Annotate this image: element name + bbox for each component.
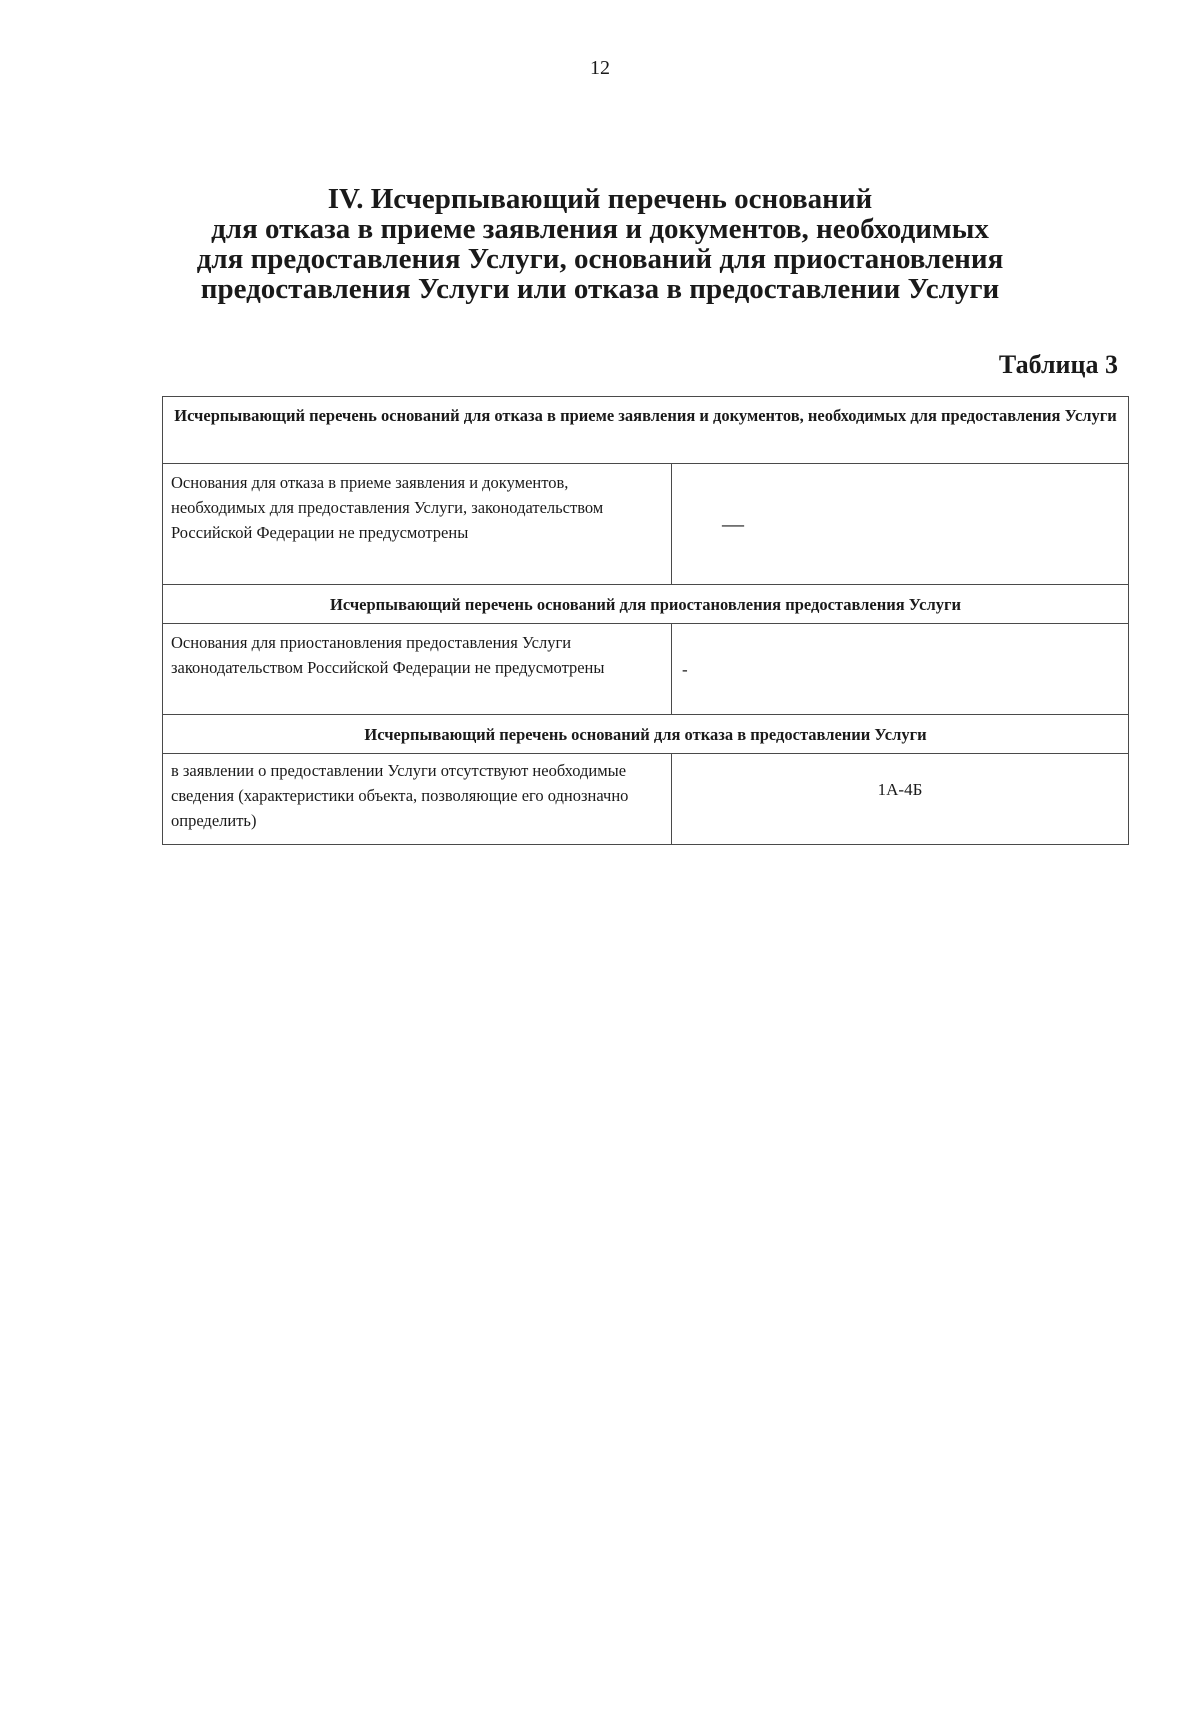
value-cell	[672, 464, 1129, 585]
ground-cell: Основания для приостановления предоставления Услуги законодательством Российской Федерации не предусмотрены	[163, 624, 672, 715]
table-row	[163, 624, 1129, 715]
table-section-header-row	[163, 397, 1129, 464]
section-title-line: для предоставления Услуги, оснований для приостановления	[196, 243, 1004, 275]
value-text: —	[722, 510, 744, 536]
ground-cell: в заявлении о предоставлении Услуги отсутствуют необходимые сведения (характеристики объекта, позволяющие его однозначно определить)	[163, 754, 672, 845]
section-title	[170, 184, 1030, 304]
section-title-line: IV. Исчерпывающий перечень оснований	[327, 183, 873, 215]
table-section-header: Исчерпывающий перечень оснований для отказа в приеме заявления и документов, необходимых для предоставления Услуги	[163, 397, 1129, 464]
table-section-header-row	[163, 585, 1129, 624]
section-title-line: предоставления Услуги или отказа в предоставлении Услуги	[200, 273, 1000, 305]
table-row	[163, 754, 1129, 845]
table-section-header: Исчерпывающий перечень оснований для приостановления предоставления Услуги	[163, 585, 1129, 624]
table-section-header-row	[163, 715, 1129, 754]
ground-cell: Основания для отказа в приеме заявления и документов, необходимых для предоставления Услуги, законодательством Российской Федерации не предусмотрены	[163, 464, 672, 585]
grounds-table	[162, 396, 1129, 845]
table-section-header: Исчерпывающий перечень оснований для отказа в предоставлении Услуги	[163, 715, 1129, 754]
value-cell	[672, 624, 1129, 715]
section-title-line: для отказа в приеме заявления и документов, необходимых	[211, 213, 989, 245]
value-cell	[672, 754, 1129, 845]
page-number: 12	[590, 57, 610, 79]
table-caption: Таблица 3	[998, 350, 1118, 379]
table-row	[163, 464, 1129, 585]
value-text: 1А-4Б	[877, 779, 923, 799]
value-text: -	[682, 659, 688, 679]
